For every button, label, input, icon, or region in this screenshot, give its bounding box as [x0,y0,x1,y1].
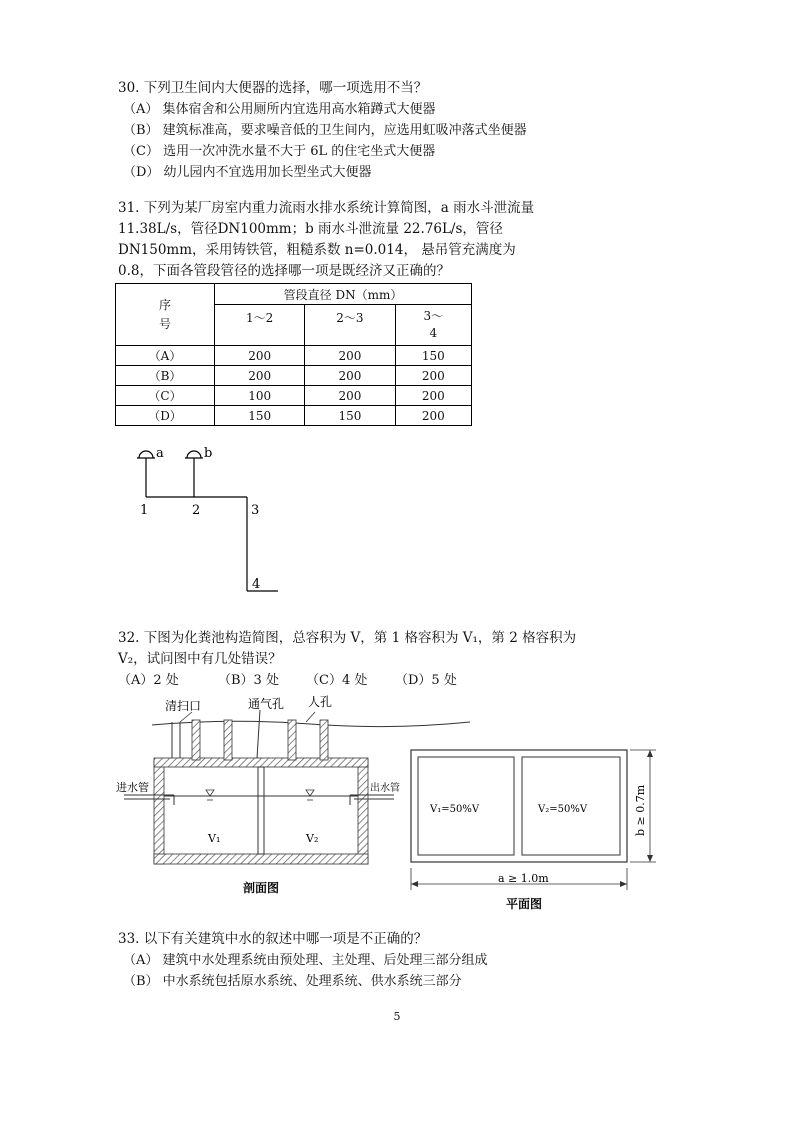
q31-stem-line-1: 31. 下列为某厂房室内重力流雨水排水系统计算简图，a 雨水斗泄流量 [118,200,535,216]
plan-v1-label: V₁=50%V [430,804,480,815]
node-1: 1 [140,503,149,518]
plan-view [411,750,656,911]
rain-bucket-b-icon [187,451,201,458]
rain-bucket-a-icon [139,451,153,458]
q31-stem-line-3: DN150mm，采用铸铁管，粗糙系数 n=0.014， 悬吊管充满度为 [118,242,516,258]
water-level-icon [306,790,314,796]
seq-header: 序 号 [116,284,215,346]
q33-stem: 33. 以下有关建筑中水的叙述中哪一项是不正确的？ [118,931,428,947]
q30-option-b: （B） 建筑标准高，要求噪音低的卫生间内，应选用虹吸冲落式坐便器 [123,123,527,138]
q32-option-b: （B）3 处 [218,673,279,688]
q31-stem-line-4: 0.8，下面各管段管径的选择哪一项是既经济又正确的？ [118,263,450,279]
q32-stem-line-2: V₂，试问图中有几处错误？ [118,651,282,667]
dim-b-label: b ≥ 0.7m [634,784,647,836]
q32-option-d: （D）5 处 [395,673,457,688]
plan-v2-label: V₂=50%V [538,804,588,815]
col-header-2-3: 2～3 [305,305,395,346]
node-4: 4 [252,577,261,592]
v1-label: V₁ [208,832,221,845]
septic-tank-figure [110,690,670,920]
q33-option-b: （B） 中水系统包括原水系统、处理系统、供水系统三部分 [123,974,462,989]
page-number: 5 [393,1010,401,1023]
inlet-label: 进水管 [116,781,149,794]
label-b: b [204,446,213,461]
q32-stem-line-1: 32. 下图为化粪池构造简图，总容积为 V，第 1 格容积为 V₁，第 2 格容积为 [118,630,577,646]
table-row: （B） 200 200 200 [116,366,472,386]
node-3: 3 [251,503,260,518]
pipe-diameter-table [115,283,472,426]
section-caption: 剖面图 [243,881,280,895]
dim-a-label: a ≥ 1.0m [498,872,549,885]
q30-option-a: （A） 集体宿舍和公用厕所内宜选用高水箱蹲式大便器 [123,102,436,117]
vent-label: 通气孔 [248,697,285,711]
table-row: （C） 100 200 200 [116,386,472,406]
manhole-label: 人孔 [308,695,333,709]
q33-option-a: （A） 建筑中水处理系统由预处理、主处理、后处理三部分组成 [123,953,488,968]
q30-stem: 30. 下列卫生间内大便器的选择，哪一项选用不当？ [118,80,428,96]
group-header: 管段直径 DN（mm） [215,284,472,305]
q31-stem-line-2: 11.38L/s，管径DN100mm；b 雨水斗泄流量 22.76L/s，管径 [118,221,503,237]
v2-label: V₂ [306,832,319,845]
water-level-icon [206,790,214,796]
plan-caption: 平面图 [506,897,543,911]
col-header-1-2: 1～2 [215,305,305,346]
cleanout-label: 清扫口 [165,699,202,713]
q32-option-c: （C）4 处 [306,673,368,688]
q30-option-d: （D） 幼儿园内不宜选用加长型坐式大便器 [123,165,372,180]
q32-option-a: （A）2 处 [118,673,179,688]
col-header-3-4: 3～ 4 [395,305,471,346]
table-row: （A） 200 200 150 [116,346,472,366]
label-a: a [156,446,164,461]
outlet-label: 出水管 [370,783,400,794]
q30-option-c: （C） 选用一次冲洗水量不大于 6L 的住宅坐式大便器 [123,144,436,159]
table-row: （D） 150 150 200 [116,406,472,426]
node-2: 2 [192,503,201,518]
rainwater-pipe-diagram [120,440,280,600]
